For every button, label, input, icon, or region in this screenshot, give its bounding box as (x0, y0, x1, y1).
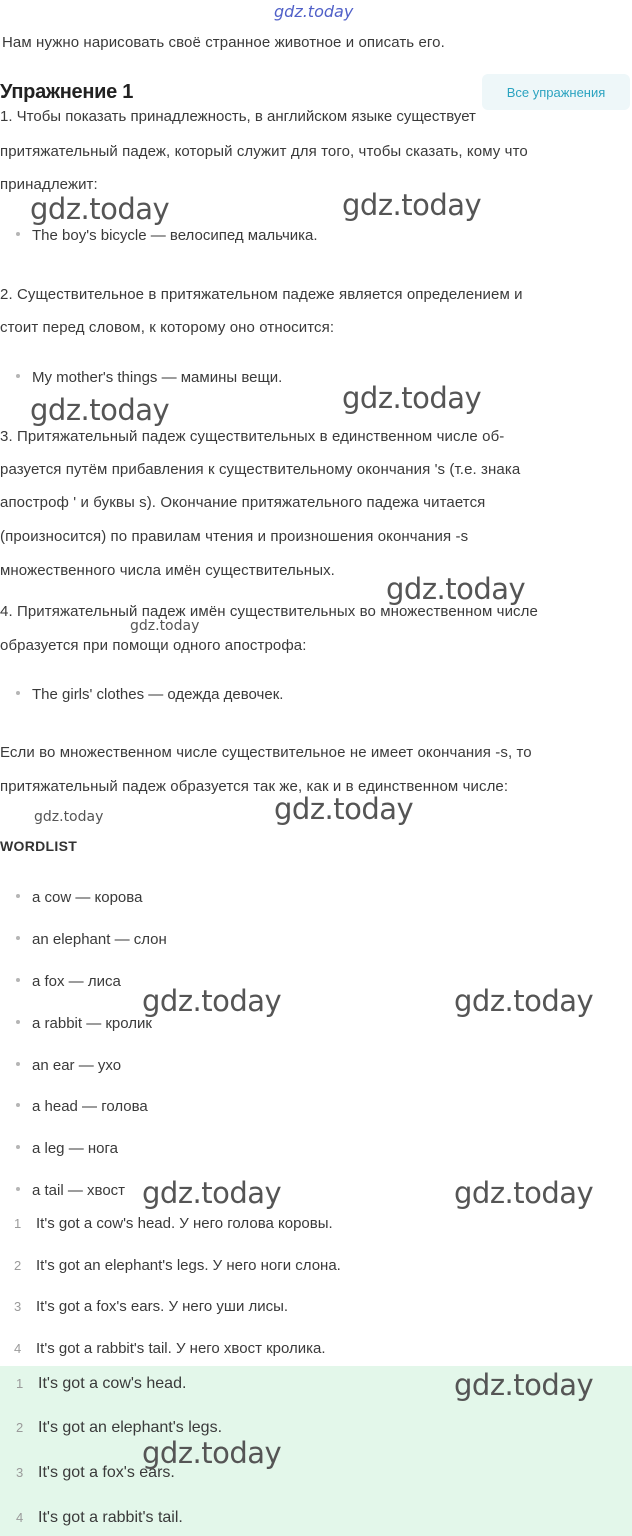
sentence-number: 2 (14, 1258, 22, 1273)
watermark: gdz.today (34, 809, 104, 825)
theory-line: множественного числа имён существительных. (0, 562, 335, 579)
answer-row (16, 1419, 222, 1437)
theory-line: стоит перед словом, к которому оно относится: (0, 319, 335, 336)
wordlist-text: a tail — хвост (32, 1182, 126, 1199)
sentence-text: It's got a cow's head. У него голова коровы. (36, 1215, 333, 1232)
wordlist-text: a cow — корова (32, 889, 143, 906)
theory-line: 2. Существительное в притяжательном падеже является определением и (0, 286, 523, 303)
wordlist-text: an ear — ухо (32, 1057, 122, 1074)
watermark: gdz.today (142, 1176, 282, 1210)
watermark: gdz.today (142, 984, 282, 1018)
watermark: gdz.today (274, 792, 414, 826)
wordlist-item (16, 931, 167, 948)
bullet-icon (16, 1103, 20, 1107)
watermark: gdz.today (30, 393, 170, 427)
sentence-row (14, 1215, 333, 1232)
answer-number: 4 (16, 1510, 24, 1525)
theory-line: Если во множественном числе существительное не имеет окончания -s, то (0, 744, 532, 761)
watermark: gdz.today (454, 1176, 594, 1210)
answer-text: It's got a rabbit's tail. (38, 1509, 183, 1526)
watermark: gdz.today (454, 984, 594, 1018)
intro-text: Нам нужно нарисовать своё странное животное и описать его. (2, 34, 445, 51)
watermark: gdz.today (454, 1368, 594, 1402)
sentence-row (14, 1298, 288, 1315)
wordlist-item (16, 1057, 121, 1074)
wordlist-item (16, 889, 142, 906)
answer-row (16, 1375, 186, 1393)
example-text: My mother's things — мамины вещи. (32, 369, 283, 386)
answer-text: It's got an elephant's legs. (38, 1419, 223, 1436)
wordlist-text: a fox — лиса (32, 973, 121, 990)
watermark: gdz.today (142, 1436, 282, 1470)
sentence-text: It's got a rabbit's tail. У него хвост кролика. (36, 1340, 326, 1357)
answer-text: It's got a fox's ears. (38, 1464, 175, 1481)
sentence-row (14, 1257, 341, 1274)
bullet-icon (16, 374, 20, 378)
bullet-icon (16, 232, 20, 236)
page-title: Упражнение 1 (0, 81, 134, 103)
wordlist-heading: WORDLIST (0, 838, 78, 854)
example-item (16, 686, 283, 703)
sentence-number: 1 (14, 1216, 22, 1231)
answer-number: 3 (16, 1465, 24, 1480)
watermark: gdz.today (30, 192, 170, 226)
watermark: gdz.today (130, 618, 200, 634)
bullet-icon (16, 978, 20, 982)
bullet-icon (16, 1020, 20, 1024)
wordlist-text: a leg — нога (32, 1140, 118, 1157)
sentence-number: 3 (14, 1299, 22, 1314)
bullet-icon (16, 936, 20, 940)
watermark: gdz.today (386, 572, 526, 606)
bullet-icon (16, 1187, 20, 1191)
theory-line: притяжательный падеж, который служит для того, чтобы сказать, кому что (0, 143, 528, 160)
wordlist-item (16, 1182, 125, 1199)
theory-line: 4. Притяжательный падеж имён существительных во множественном числе (0, 603, 538, 620)
sentence-row (14, 1340, 326, 1357)
theory-line: образуется при помощи одного апострофа: (0, 637, 307, 654)
wordlist-text: an elephant — слон (32, 931, 167, 948)
answer-number: 2 (16, 1420, 24, 1435)
theory-line: принадлежит: (0, 176, 98, 193)
answer-row (16, 1509, 183, 1527)
cut-off-line: 1. Чтобы показать принадлежность, в английском языке существует (0, 108, 476, 125)
bullet-icon (16, 1145, 20, 1149)
theory-line: апостроф ' и буквы s). Окончание притяжательного падежа читается (0, 494, 486, 511)
example-text: The girls' clothes — одежда девочек. (32, 686, 284, 703)
watermark-top: gdz.today (274, 2, 354, 21)
example-text: The boy's bicycle — велосипед мальчика. (32, 227, 318, 244)
watermark: gdz.today (342, 188, 482, 222)
theory-line: 3. Притяжательный падеж существительных в единственном числе об- (0, 428, 505, 445)
example-item (16, 369, 282, 386)
sentence-text: It's got a fox's ears. У него уши лисы. (36, 1298, 289, 1315)
bullet-icon (16, 894, 20, 898)
theory-line: разуется путём прибавления к существительному окончания 's (т.е. знака (0, 461, 521, 478)
wordlist-text: a rabbit — кролик (32, 1015, 152, 1032)
bullet-icon (16, 1062, 20, 1066)
wordlist-item (16, 1015, 152, 1032)
all-exercises-button[interactable]: Все упражнения (482, 74, 630, 110)
sentence-number: 4 (14, 1341, 22, 1356)
wordlist-item (16, 1140, 118, 1157)
answer-number: 1 (16, 1376, 24, 1391)
wordlist-item (16, 973, 121, 990)
wordlist-text: a head — голова (32, 1098, 148, 1115)
answer-text: It's got a cow's head. (38, 1375, 187, 1392)
example-item (16, 227, 318, 244)
watermark: gdz.today (342, 381, 482, 415)
theory-line: притяжательный падеж образуется так же, как и в единственном числе: (0, 778, 509, 795)
sentence-text: It's got an elephant's legs. У него ноги слона. (36, 1257, 341, 1274)
bullet-icon (16, 691, 20, 695)
wordlist-item (16, 1098, 148, 1115)
theory-line: (произносится) по правилам чтения и произношения окончания -s (0, 528, 469, 545)
